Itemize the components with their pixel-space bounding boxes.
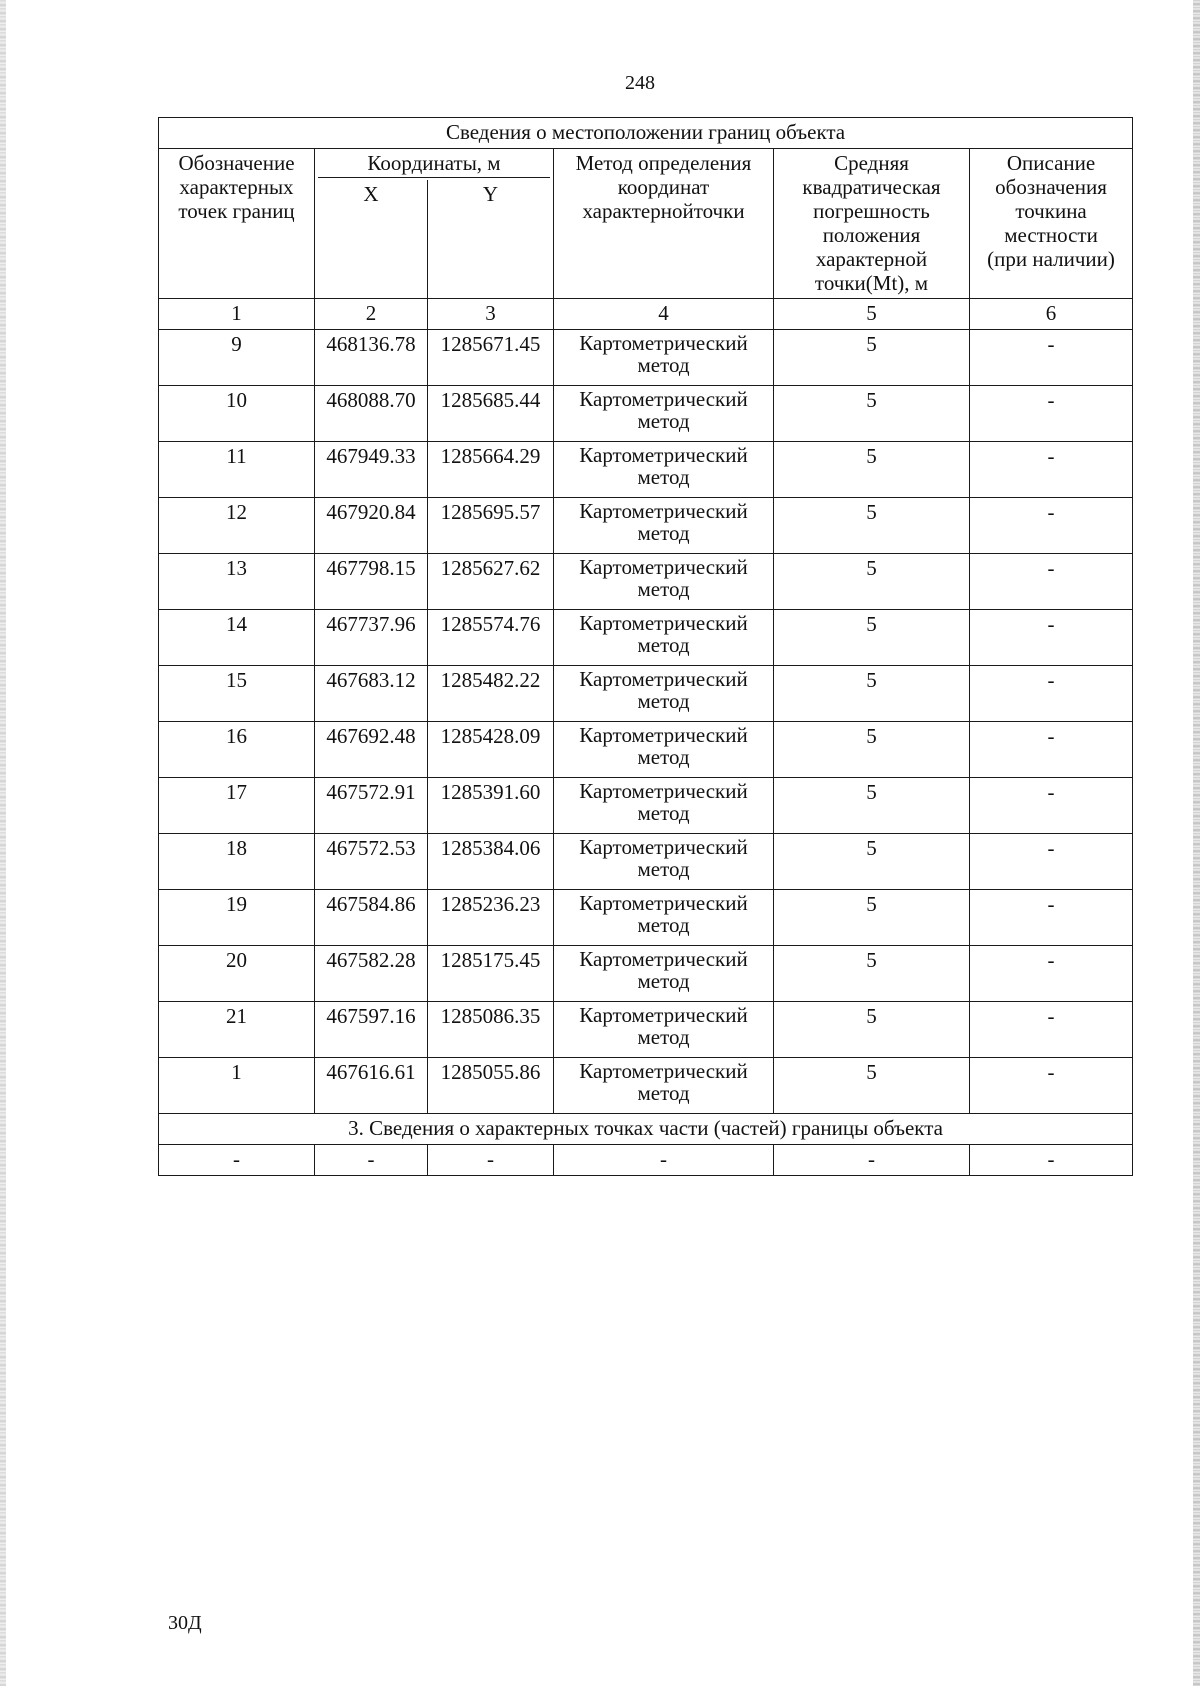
table-row — [159, 665, 1133, 721]
description-cell: - — [970, 441, 1133, 497]
scan-edge-left — [0, 0, 6, 1686]
x-coordinate-cell: 467798.15 — [315, 553, 428, 609]
description-cell: - — [970, 609, 1133, 665]
point-cell: 1 — [159, 1057, 315, 1113]
point-cell: 21 — [159, 1001, 315, 1057]
description-cell: - — [970, 553, 1133, 609]
section-3-cell: - — [315, 1144, 428, 1175]
y-coordinate-cell: 1285574.76 — [428, 609, 554, 665]
method-line: Картометрический — [579, 1058, 748, 1083]
header-method: Метод определения координат характернойточки — [554, 149, 774, 299]
accuracy-cell: 5 — [774, 665, 970, 721]
accuracy-cell: 5 — [774, 1057, 970, 1113]
point-cell: 14 — [159, 609, 315, 665]
method-line: метод — [637, 1080, 690, 1105]
x-coordinate-cell: 467584.86 — [315, 889, 428, 945]
table-row — [159, 609, 1133, 665]
description-cell: - — [970, 497, 1133, 553]
accuracy-cell: 5 — [774, 329, 970, 385]
method-line: метод — [637, 856, 690, 881]
header-point-designation: Обозначение характерных точек границ — [159, 149, 315, 299]
method-cell — [554, 833, 774, 889]
method-line: метод — [637, 352, 690, 377]
table-row — [159, 497, 1133, 553]
method-line: метод — [637, 408, 690, 433]
x-coordinate-cell: 467920.84 — [315, 497, 428, 553]
method-line: Картометрический — [579, 386, 748, 411]
method-line: метод — [637, 744, 690, 769]
table-row — [159, 385, 1133, 441]
method-cell — [554, 329, 774, 385]
y-coordinate-cell: 1285482.22 — [428, 665, 554, 721]
table-title: Сведения о местоположении границ объекта — [159, 118, 1133, 149]
x-coordinate-cell: 467737.96 — [315, 609, 428, 665]
method-line: метод — [637, 912, 690, 937]
point-cell: 19 — [159, 889, 315, 945]
description-cell: - — [970, 385, 1133, 441]
method-cell — [554, 609, 774, 665]
point-cell: 17 — [159, 777, 315, 833]
method-cell — [554, 385, 774, 441]
method-cell — [554, 721, 774, 777]
method-line: Картометрический — [579, 778, 748, 803]
point-cell: 9 — [159, 329, 315, 385]
method-cell — [554, 889, 774, 945]
point-cell: 13 — [159, 553, 315, 609]
header-y: Y — [428, 180, 554, 298]
accuracy-cell: 5 — [774, 441, 970, 497]
table-row — [159, 329, 1133, 385]
column-number-row — [159, 298, 1133, 329]
y-coordinate-cell: 1285671.45 — [428, 329, 554, 385]
y-coordinate-cell: 1285086.35 — [428, 1001, 554, 1057]
section-3-cell: - — [159, 1144, 315, 1175]
description-cell: - — [970, 1057, 1133, 1113]
column-number: 5 — [774, 298, 970, 329]
method-line: метод — [637, 1024, 690, 1049]
section-3-cell: - — [774, 1144, 970, 1175]
y-coordinate-cell: 1285391.60 — [428, 777, 554, 833]
accuracy-cell: 5 — [774, 777, 970, 833]
method-cell — [554, 777, 774, 833]
header-mean-square-error: Средняя квадратическая погрешность положения характерной точки(Mt), м — [774, 149, 970, 299]
table-row — [159, 441, 1133, 497]
table-row — [159, 1001, 1133, 1057]
column-number: 4 — [554, 298, 774, 329]
method-cell — [554, 497, 774, 553]
boundary-coordinates-table — [158, 117, 1133, 1176]
x-coordinate-cell: 467692.48 — [315, 721, 428, 777]
method-line: метод — [637, 520, 690, 545]
x-coordinate-cell: 468136.78 — [315, 329, 428, 385]
accuracy-cell: 5 — [774, 609, 970, 665]
section-3-cell: - — [970, 1144, 1133, 1175]
point-cell: 18 — [159, 833, 315, 889]
description-cell: - — [970, 1001, 1133, 1057]
accuracy-cell: 5 — [774, 385, 970, 441]
point-cell: 16 — [159, 721, 315, 777]
method-cell — [554, 665, 774, 721]
accuracy-cell: 5 — [774, 889, 970, 945]
method-line: Картометрический — [579, 610, 748, 635]
method-line: метод — [637, 968, 690, 993]
method-line: метод — [637, 800, 690, 825]
x-coordinate-cell: 467683.12 — [315, 665, 428, 721]
y-coordinate-cell: 1285428.09 — [428, 721, 554, 777]
method-cell — [554, 441, 774, 497]
y-coordinate-cell: 1285695.57 — [428, 497, 554, 553]
accuracy-cell: 5 — [774, 945, 970, 1001]
method-line: метод — [637, 576, 690, 601]
method-line: Картометрический — [579, 1002, 748, 1027]
description-cell: - — [970, 833, 1133, 889]
method-line: метод — [637, 464, 690, 489]
description-cell: - — [970, 889, 1133, 945]
description-cell: - — [970, 777, 1133, 833]
point-cell: 20 — [159, 945, 315, 1001]
y-coordinate-cell: 1285236.23 — [428, 889, 554, 945]
point-cell: 12 — [159, 497, 315, 553]
y-coordinate-cell: 1285384.06 — [428, 833, 554, 889]
table-row — [159, 945, 1133, 1001]
table-row — [159, 1057, 1133, 1113]
column-number: 2 — [315, 298, 428, 329]
method-line: Картометрический — [579, 722, 748, 747]
x-coordinate-cell: 467572.91 — [315, 777, 428, 833]
y-coordinate-cell: 1285627.62 — [428, 553, 554, 609]
column-number: 6 — [970, 298, 1133, 329]
method-line: Картометрический — [579, 834, 748, 859]
accuracy-cell: 5 — [774, 497, 970, 553]
accuracy-cell: 5 — [774, 1001, 970, 1057]
section-3-title: 3. Сведения о характерных точках части (частей) границы объекта — [159, 1113, 1133, 1144]
method-line: Картометрический — [579, 890, 748, 915]
table-row — [159, 721, 1133, 777]
x-coordinate-cell: 468088.70 — [315, 385, 428, 441]
y-coordinate-cell: 1285685.44 — [428, 385, 554, 441]
description-cell: - — [970, 665, 1133, 721]
accuracy-cell: 5 — [774, 721, 970, 777]
header-x: X — [315, 180, 428, 298]
description-cell: - — [970, 721, 1133, 777]
x-coordinate-cell: 467597.16 — [315, 1001, 428, 1057]
method-cell — [554, 553, 774, 609]
point-cell: 15 — [159, 665, 315, 721]
description-cell: - — [970, 945, 1133, 1001]
header-coordinates-group: Координаты, м — [315, 149, 554, 181]
method-line: Картометрический — [579, 946, 748, 971]
section-3-row — [159, 1144, 1133, 1175]
section-3-cell: - — [428, 1144, 554, 1175]
method-line: Картометрический — [579, 498, 748, 523]
point-cell: 11 — [159, 441, 315, 497]
table-row — [159, 833, 1133, 889]
table-row — [159, 889, 1133, 945]
y-coordinate-cell: 1285664.29 — [428, 441, 554, 497]
method-line: Картометрический — [579, 666, 748, 691]
method-line: метод — [637, 688, 690, 713]
method-cell — [554, 1001, 774, 1057]
document-code: 30Д — [168, 1612, 202, 1634]
method-line: Картометрический — [579, 554, 748, 579]
table-row — [159, 553, 1133, 609]
column-number: 1 — [159, 298, 315, 329]
method-line: метод — [637, 632, 690, 657]
header-point-description: Описание обозначения точкина местности (при наличии) — [970, 149, 1133, 299]
x-coordinate-cell: 467616.61 — [315, 1057, 428, 1113]
y-coordinate-cell: 1285055.86 — [428, 1057, 554, 1113]
x-coordinate-cell: 467949.33 — [315, 441, 428, 497]
x-coordinate-cell: 467572.53 — [315, 833, 428, 889]
table-row — [159, 777, 1133, 833]
point-cell: 10 — [159, 385, 315, 441]
page-number: 248 — [625, 72, 655, 94]
scan-edge-right — [1193, 0, 1200, 1686]
y-coordinate-cell: 1285175.45 — [428, 945, 554, 1001]
x-coordinate-cell: 467582.28 — [315, 945, 428, 1001]
description-cell: - — [970, 329, 1133, 385]
method-line: Картометрический — [579, 442, 748, 467]
column-number: 3 — [428, 298, 554, 329]
accuracy-cell: 5 — [774, 553, 970, 609]
method-cell — [554, 945, 774, 1001]
method-line: Картометрический — [579, 330, 748, 355]
section-3-cell: - — [554, 1144, 774, 1175]
method-cell — [554, 1057, 774, 1113]
accuracy-cell: 5 — [774, 833, 970, 889]
